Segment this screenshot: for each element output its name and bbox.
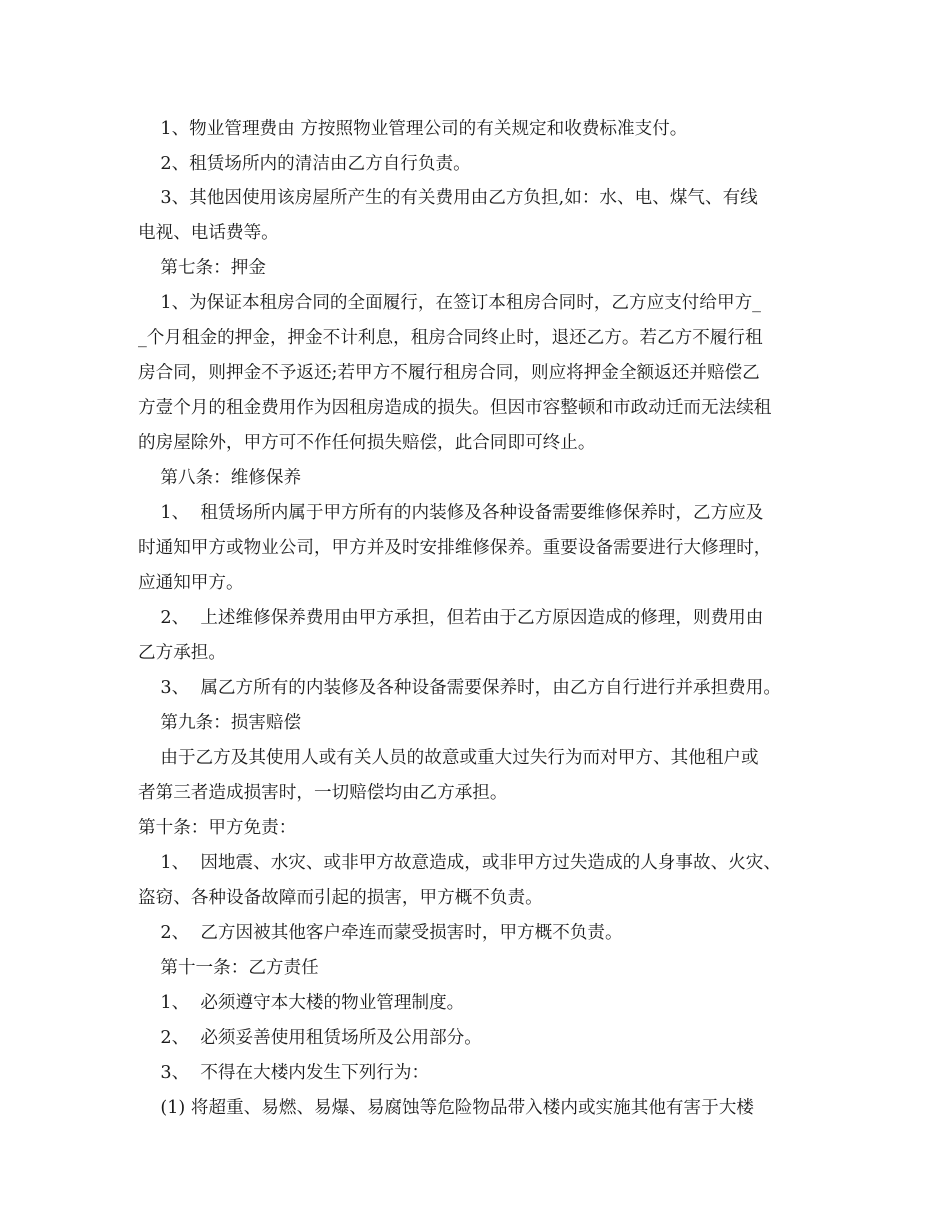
section-heading: 第九条：损害赔偿 [138, 713, 302, 733]
paragraph-line: 3、 不得在大楼内发生下列行为： [138, 1063, 430, 1083]
section-heading: 第七条：押金 [138, 258, 266, 278]
paragraph-line: 应通知甲方。 [138, 573, 244, 593]
paragraph-line: (1) 将超重、易燃、易爆、易腐蚀等危险物品带入楼内或实施其他有害于大楼 [138, 1098, 754, 1118]
paragraph-line: 3、其他因使用该房屋所产生的有关费用由乙方负担,如：水、电、煤气、有线 [138, 188, 758, 208]
paragraph-line: 的房屋除外，甲方可不作任何损失赔偿，此合同即可终止。 [138, 433, 596, 453]
section-heading: 第十条：甲方免责： [138, 818, 297, 838]
paragraph-line: 2、 上述维修保养费用由甲方承担，但若由于乙方原因造成的修理，则费用由 [138, 608, 764, 628]
paragraph-line: 1、为保证本租房合同的全面履行，在签订本租房合同时，乙方应支付给甲方_ [138, 293, 761, 313]
paragraph-line: 1、 因地震、水灾、或非甲方故意造成，或非甲方过失造成的人身事故、火灾、 [138, 853, 781, 873]
paragraph-line: 1、 租赁场所内属于甲方所有的内装修及各种设备需要维修保养时，乙方应及 [138, 503, 764, 523]
section-heading: 第八条：维修保养 [138, 468, 302, 488]
paragraph-line: 乙方承担。 [138, 643, 226, 663]
paragraph-line: 方壹个月的租金费用作为因租房造成的损失。但因市容整顿和市政动迁而无法续租 [138, 398, 772, 418]
paragraph-line: 2、 必须妥善使用租赁场所及公用部分。 [138, 1028, 482, 1048]
paragraph-line: 2、租赁场所内的清洁由乙方自行负责。 [138, 154, 471, 174]
paragraph-line: 者第三者造成损害时，一切赔偿均由乙方承担。 [138, 783, 508, 803]
paragraph-line: 电视、电话费等。 [138, 223, 279, 243]
paragraph-line: 1、 必须遵守本大楼的物业管理制度。 [138, 993, 465, 1013]
paragraph-line: 盗窃、各种设备故障而引起的损害，甲方概不负责。 [138, 888, 543, 908]
paragraph-line: 房合同，则押金不予返还;若甲方不履行租房合同，则应将押金全额返还并赔偿乙 [138, 363, 760, 383]
paragraph-line: 1、物业管理费由 方按照物业管理公司的有关规定和收费标准支付。 [138, 119, 688, 139]
paragraph-line: 由于乙方及其使用人或有关人员的故意或重大过失行为而对甲方、其他租户或 [138, 748, 759, 768]
paragraph-line: _个月租金的押金，押金不计利息，租房合同终止时，退还乙方。若乙方不履行租 [138, 328, 763, 348]
paragraph-line: 2、 乙方因被其他客户牵连而蒙受损害时，甲方概不负责。 [138, 923, 623, 943]
paragraph-line: 3、 属乙方所有的内装修及各种设备需要保养时，由乙方自行进行并承担费用。 [138, 678, 781, 698]
paragraph-line: 时通知甲方或物业公司，甲方并及时安排维修保养。重要设备需要进行大修理时， [138, 538, 772, 558]
section-heading: 第十一条：乙方责任 [138, 958, 319, 978]
